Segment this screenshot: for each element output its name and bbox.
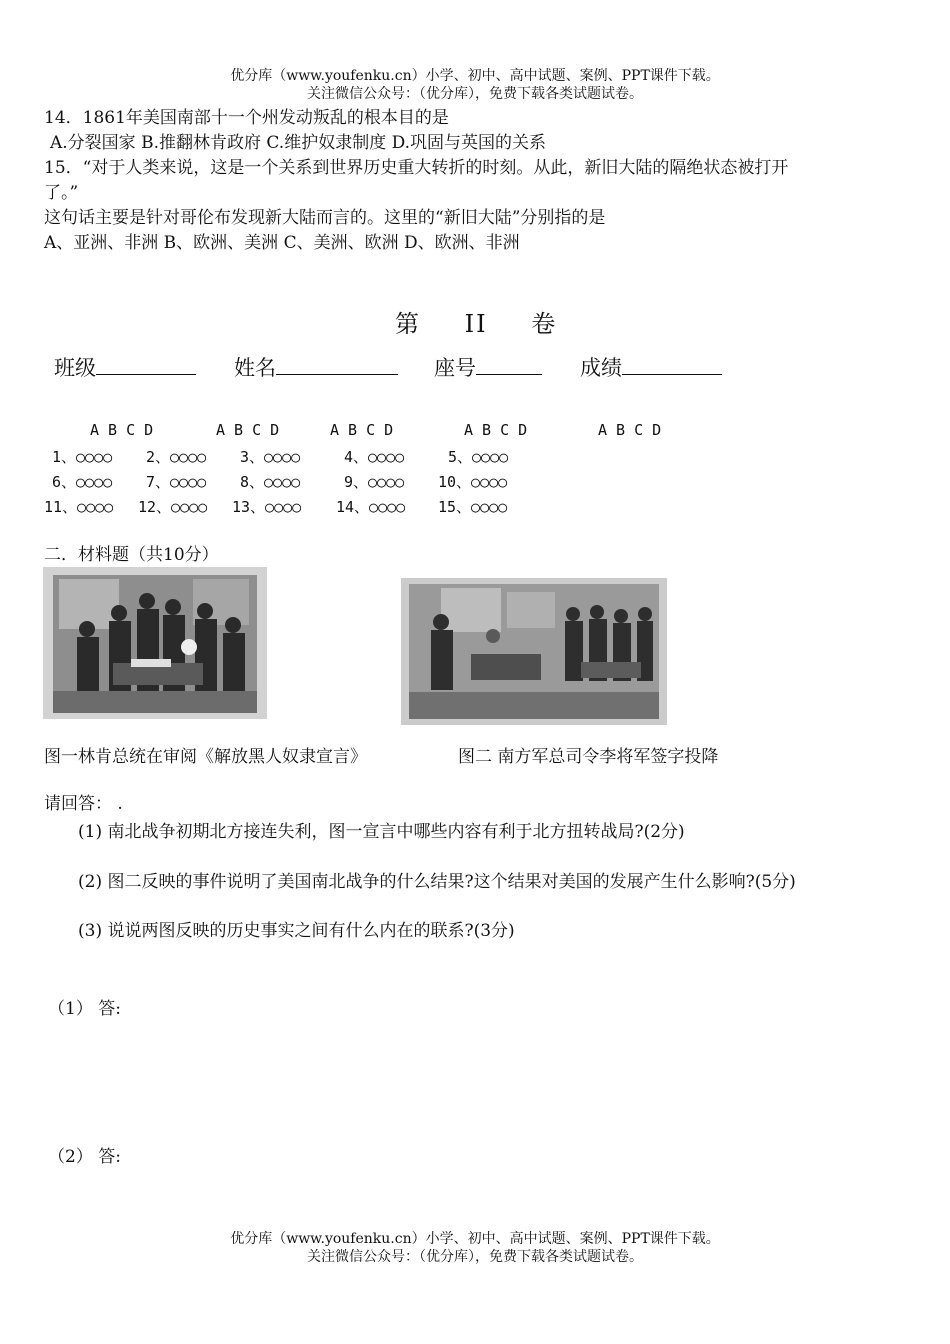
header-line-1: 优分库（www.youfenku.cn）小学、初中、高中试题、案例、PPT课件下载。 xyxy=(230,68,720,84)
class-field xyxy=(54,352,196,382)
score-field xyxy=(580,352,722,382)
answer-cell-14[interactable]: 14、○○○○ xyxy=(336,498,406,516)
answer-cell-5[interactable]: 5、○○○○ xyxy=(448,448,509,466)
grid-header-2: A B C D xyxy=(216,421,280,439)
grid-header-4: A B C D xyxy=(464,421,528,439)
seat-label: 座号 xyxy=(434,356,476,380)
answer-cell-2[interactable]: 2、○○○○ xyxy=(146,448,207,466)
answer-cell-11[interactable]: 11、○○○○ xyxy=(44,498,114,516)
footer-line-2: 关注微信公众号：（优分库），免费下载各类试题试卷。 xyxy=(307,1249,643,1265)
score-blank[interactable] xyxy=(622,354,722,375)
class-blank[interactable] xyxy=(96,354,196,375)
answer-cell-15[interactable]: 15、○○○○ xyxy=(438,498,508,516)
question-15-stem-line1: 15．“对于人类来说，这是一个关系到世界历史重大转折的时刻。从此，新旧大陆的隔绝状态被打开 xyxy=(44,158,789,178)
question-15-stem-line2: 了。” xyxy=(44,183,79,203)
answer-cell-4[interactable]: 4、○○○○ xyxy=(344,448,405,466)
photo-lincoln-proclamation xyxy=(43,567,267,719)
photo-lee-illustration xyxy=(401,578,667,725)
seat-blank[interactable] xyxy=(476,354,542,375)
grid-header-1: A B C D xyxy=(90,421,154,439)
section-title-char-2: II xyxy=(464,310,488,338)
caption-figure-1: 图一林肯总统在审阅《解放黑人奴隶宣言》 xyxy=(44,747,367,767)
name-label: 姓名 xyxy=(234,356,276,380)
sub-question-3: (3) 说说两图反映的历史事实之间有什么内在的联系?(3分) xyxy=(78,921,515,941)
photo-lincoln-illustration xyxy=(43,567,267,719)
answer-prompt: 请回答： . xyxy=(44,794,123,814)
question-15-stem-line3: 这句话主要是针对哥伦布发现新大陆而言的。这里的“新旧大陆”分别指的是 xyxy=(44,208,606,228)
answer-label-1: （1） 答: xyxy=(48,999,121,1019)
caption-figure-2: 图二 南方军总司令李将军签字投降 xyxy=(458,747,719,767)
name-field xyxy=(234,352,398,382)
answer-label-2: （2） 答: xyxy=(48,1147,121,1167)
name-blank[interactable] xyxy=(276,354,398,375)
answer-cell-9[interactable]: 9、○○○○ xyxy=(344,473,405,491)
footer-line-1: 优分库（www.youfenku.cn）小学、初中、高中试题、案例、PPT课件下载。 xyxy=(230,1231,720,1247)
grid-header-5: A B C D xyxy=(598,421,662,439)
answer-cell-12[interactable]: 12、○○○○ xyxy=(138,498,208,516)
sub-question-2: (2) 图二反映的事件说明了美国南北战争的什么结果?这个结果对美国的发展产生什么影响?(5分) xyxy=(78,872,796,892)
section-title-char-3: 卷 xyxy=(531,310,558,338)
answer-cell-1[interactable]: 1、○○○○ xyxy=(52,448,113,466)
section-title-char-1: 第 xyxy=(395,310,421,338)
question-15-options: A、亚洲、非洲 B、欧洲、美洲 C、美洲、欧洲 D、欧洲、非洲 xyxy=(44,233,520,253)
grid-header-3: A B C D xyxy=(330,421,394,439)
question-14-options: A.分裂国家 B.推翻林肯政府 C.维护奴隶制度 D.巩固与英国的关系 xyxy=(50,133,547,153)
seat-field xyxy=(434,352,542,382)
question-14-stem: 14．1861年美国南部十一个州发动叛乱的根本目的是 xyxy=(44,108,449,128)
header-line-2: 关注微信公众号：（优分库），免费下载各类试题试卷。 xyxy=(307,86,643,102)
answer-cell-13[interactable]: 13、○○○○ xyxy=(232,498,302,516)
class-label: 班级 xyxy=(54,356,96,380)
section-title xyxy=(395,304,557,339)
sub-question-1: (1) 南北战争初期北方接连失利，图一宣言中哪些内容有利于北方扭转战局?(2分) xyxy=(78,822,685,842)
score-label: 成绩 xyxy=(580,356,622,380)
answer-cell-7[interactable]: 7、○○○○ xyxy=(146,473,207,491)
photo-lee-surrender xyxy=(401,578,667,725)
material-heading: 二．材料题（共10分） xyxy=(44,545,219,565)
answer-cell-3[interactable]: 3、○○○○ xyxy=(240,448,301,466)
answer-cell-10[interactable]: 10、○○○○ xyxy=(438,473,508,491)
answer-cell-6[interactable]: 6、○○○○ xyxy=(52,473,113,491)
answer-cell-8[interactable]: 8、○○○○ xyxy=(240,473,301,491)
